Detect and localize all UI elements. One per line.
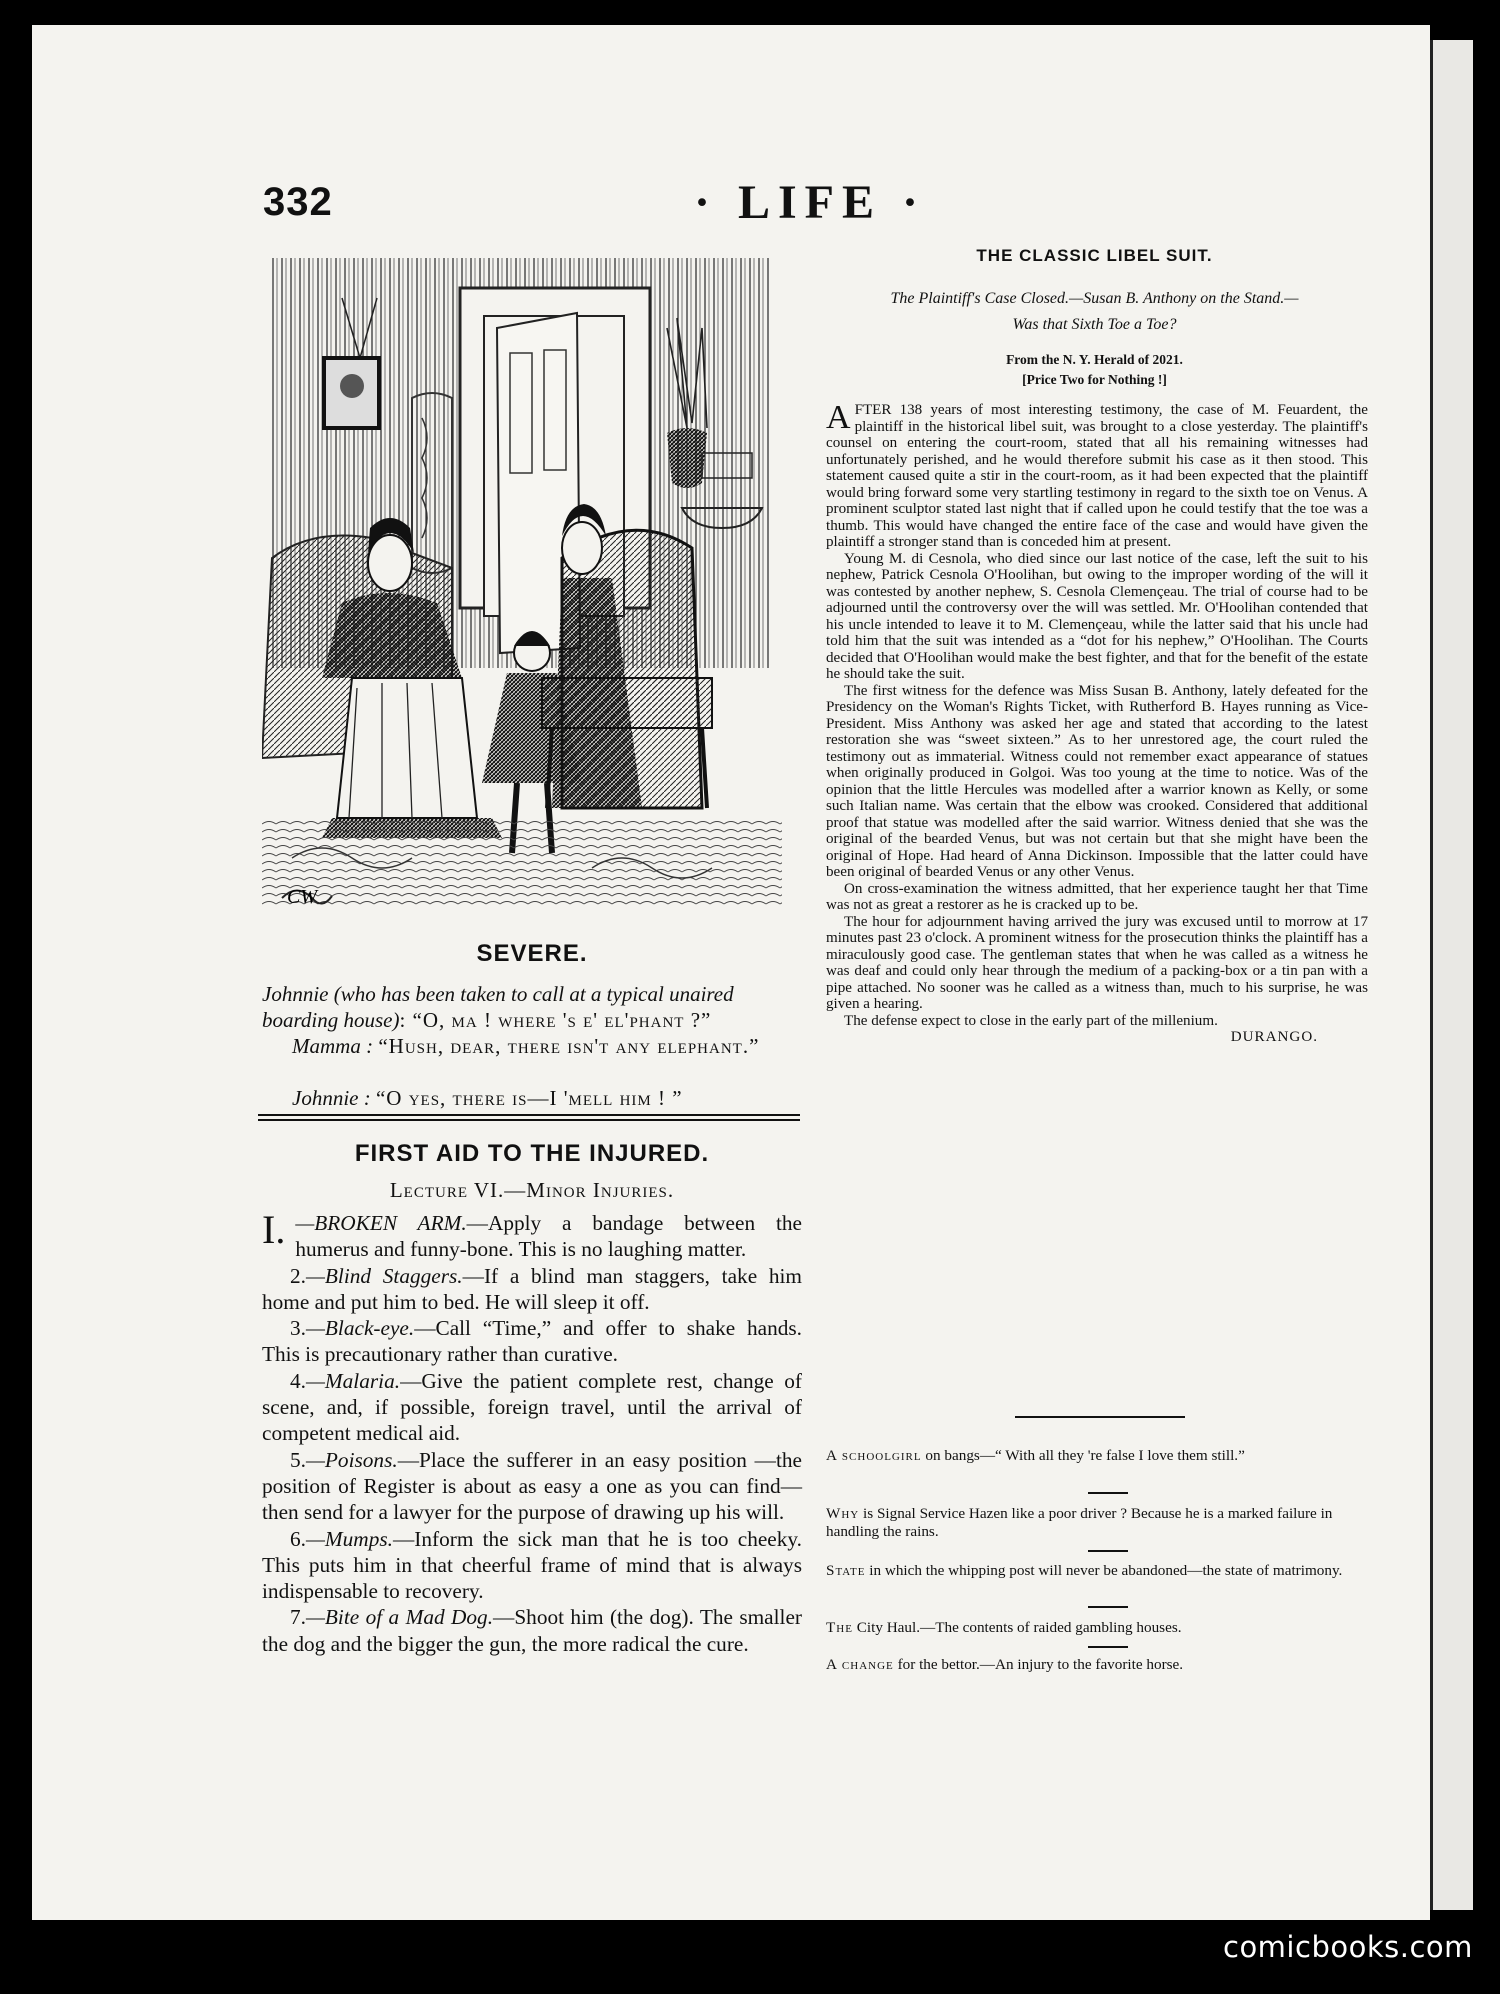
caption-line-2 [262, 1033, 802, 1059]
item-text: —Inform the sick man that he is too cheeky. This puts him in that cheerful frame of mind that is always indispensable to recovery. [262, 1526, 802, 1604]
item-number: 2. [290, 1263, 306, 1288]
item-label: —Mumps. [305, 1526, 393, 1551]
double-rule-top [258, 1114, 800, 1116]
article-paragraph: On cross-examination the witness admitted, that her experience taught her that Time was not as great a restorer as he is cracked up to be. [826, 880, 1368, 913]
joke-text: in which the whipping post will never be abandoned—the state of matrimony. [865, 1562, 1343, 1579]
first-aid-item [262, 1447, 802, 1526]
caption-line-1 [262, 981, 802, 1033]
item-text: —Call “Time,” and offer to shake hands. This is precautionary rather than curative. [262, 1316, 802, 1367]
item-label: —BROKEN ARM. [295, 1211, 467, 1235]
first-aid-item [262, 1604, 802, 1657]
article-paragraph [826, 399, 1368, 551]
first-aid-item [262, 1526, 802, 1605]
joke-lead: A change [826, 1656, 894, 1673]
libel-suit-subheading [822, 286, 1367, 338]
joke-lead: Why [826, 1505, 860, 1522]
first-aid-item [262, 1263, 802, 1316]
joke-divider [1088, 1550, 1128, 1552]
section-rule [1015, 1416, 1185, 1418]
watermark: comicbooks.com [1223, 1930, 1473, 1964]
double-rule-bottom [258, 1119, 800, 1121]
illustration-severe [262, 258, 782, 923]
source-line: From the N. Y. Herald of 2021. [1006, 352, 1183, 367]
article-paragraph: Young M. di Cesnola, who died since our last notice of the case, left the suit to his nephew, Patrick Cesnola O'Hoolihan, but owing to the improper wording of the will it was contested by another nephew, S. Cesnola Clemençeau. The trial of course had to be adjourned until the controversy over the will was settled. Mr. O'Hoolihan contended that his uncle intended to leave it to M. Clemençeau, while the latter said that his uncle had told him that the suit was intended as a “dot for his nephew,” O'Hoolihan. The Courts decided that O'Hoolihan would make the best fighter, and that for the benefit of the estate he should take the suit. [826, 550, 1368, 682]
item-text: —Give the patient complete rest, change of scene, and, if possible, foreign travel, until the arrival of competent medical aid. [262, 1368, 802, 1446]
item-label: —Poisons. [305, 1447, 398, 1472]
caption-speaker-johnnie-2: Johnnie : [292, 1086, 371, 1110]
libel-suit-heading: THE CLASSIC LIBEL SUIT. [976, 246, 1213, 265]
first-aid-item [262, 1368, 802, 1447]
caption-aside: (who has been taken to call at a typical unaired boarding house) [262, 982, 734, 1032]
item-label: —Bite of a Mad Dog. [305, 1605, 494, 1630]
joke-text: for the bettor.—An injury to the favorite horse. [893, 1656, 1184, 1673]
price-line: [Price Two for Nothing !] [1022, 372, 1167, 387]
item-number: 4. [290, 1368, 306, 1393]
joke-text: City Haul.—The contents of raided gambling houses. [852, 1619, 1182, 1636]
item-text: —Place the sufferer in an easy position —the position of Register is about as easy a one as you can find—then send for a lawyer for the purpose of drawing up his will. [262, 1447, 802, 1525]
item-text: —If a blind man staggers, take him home and put him to bed. He will sleep it off. [262, 1263, 802, 1314]
joke-text: on bangs—“ With all they 're false I love them still.” [921, 1447, 1245, 1464]
first-aid-body [262, 1207, 802, 1657]
libel-suit-source [822, 350, 1367, 390]
illustration-signature: CW [287, 886, 317, 908]
article-signature: DURANGO. [1230, 1029, 1318, 1045]
item-number: 3. [290, 1316, 306, 1341]
caption-speaker-johnnie: Johnnie [262, 982, 329, 1006]
paragraph-text: FTER 138 years of most interesting testimony, the case of M. Feuardent, the plaintiff in the historical libel suit, was brought to a close yesterday. The plaintiff's counsel on entering the court-room, stated that all his remaining witnesses had unfortunately perished, and he would therefore submit his case as it then stood. This statement caused quite a stir in the court-room, as it had been expected that the plaintiff would bring forward some very startling testimony in regard to the sixth toe on Venus. A prominent sculptor stated last night that if called upon he could testify that the toe was a thumb. This would have changed the entire face of the case and would have given the plaintiff a stronger stand than is conceded him at present. [826, 402, 1368, 550]
first-aid-item [262, 1315, 802, 1368]
item-number: 6. [290, 1526, 306, 1551]
joke-item [826, 1505, 1368, 1541]
libel-suit-body [826, 399, 1368, 1046]
subheading-line-2: Was that Sixth Toe a Toe? [1012, 316, 1177, 333]
article-paragraph: The hour for adjournment having arrived the jury was excused until to morrow at 17 minutes past 23 o'clock. A prominent witness for the prosecution thinks the plaintiff has a miraculously good case. The gentleman states that when he was called as a witness he was deaf and could only hear through the medium of a packing-box or a tin pan with a pipe attached. No sooner was he called as a witness than, much to his surprise, he was given a hearing. [826, 913, 1368, 1012]
joke-lead: State [826, 1562, 866, 1579]
article-paragraph: The first witness for the defence was Miss Susan B. Anthony, lately defeated for the Presidency on the Woman's Rights Ticket, with Rutherford B. Hayes running as Vice-President. Miss Anthony was asked her age and stated that according to the latest restoration she was “sweet sixteen.” As to her unrestored age, the court ruled the testimony out as immaterial. Witness could not remember exact appearance of statues when originally produced in Golgoi. Was too young at the time to notice. Was of the opinion that the little Hercules was modelled after a warrior known as Kelly, or some such Italian name. Was certain that the elbow was crooked. Considered that additional proof that statue was modelled after the said warrior. Witness denied that she was the original of the bearded Venus, but was not certain but that she might have been the original of Hope. Had heard of Anna Dickinson. Impossible that the latter could have been original of bearded Venus or any other Venus. [826, 682, 1368, 880]
joke-divider [1088, 1492, 1128, 1494]
item-label: —Malaria. [305, 1368, 401, 1393]
first-aid-subheading: Lecture VI.—Minor Injuries. [389, 1178, 675, 1202]
joke-divider [1088, 1646, 1128, 1648]
item-label: —Black-eye. [305, 1316, 415, 1341]
caption-speech-3: “O yes, there is—I 'mell him ! ” [375, 1086, 683, 1110]
subheading-line-1: The Plaintiff's Case Closed.—Susan B. Anthony on the Stand.— [890, 290, 1299, 307]
item-label: —Blind Staggers. [305, 1263, 463, 1288]
caption-speaker-mamma: Mamma : [292, 1034, 374, 1058]
joke-text: is Signal Service Hazen like a poor driver ? Because he is a marked failure in handling the rains. [826, 1505, 1333, 1540]
item-text: —Apply a bandage between the humerus and funny-bone. This is no laughing matter. [295, 1211, 802, 1262]
joke-item [826, 1656, 1368, 1674]
first-aid-item [262, 1207, 802, 1263]
caption-title: SEVERE. [476, 940, 588, 967]
page-number: 332 [263, 180, 333, 224]
item-number: 7. [290, 1605, 306, 1630]
joke-divider [1088, 1606, 1128, 1608]
drop-cap: A [826, 399, 851, 436]
item-number: 5. [290, 1447, 306, 1472]
item-text: —Shoot him (the dog). The smaller the dog and the bigger the gun, the more radical the cure. [262, 1605, 802, 1656]
joke-lead: The [826, 1619, 853, 1636]
item-number: I. [262, 1207, 286, 1252]
joke-item [826, 1619, 1368, 1637]
magazine-title: · LIFE · [693, 176, 927, 229]
caption-speech-2: “Hush, dear, there isn't any elephant.” [378, 1034, 760, 1058]
first-aid-heading: FIRST AID TO THE INJURED. [354, 1140, 710, 1167]
article-paragraph: The defense expect to close in the early part of the millenium. [844, 1012, 1218, 1029]
joke-item [826, 1562, 1368, 1580]
joke-lead: A schoolgirl [826, 1447, 922, 1464]
adjacent-page-edge [1430, 40, 1473, 1910]
joke-item [826, 1447, 1368, 1465]
caption-speech-1: : “O, ma ! where 's e' el'phant ?” [399, 1008, 712, 1032]
caption-line-3 [262, 1085, 802, 1111]
